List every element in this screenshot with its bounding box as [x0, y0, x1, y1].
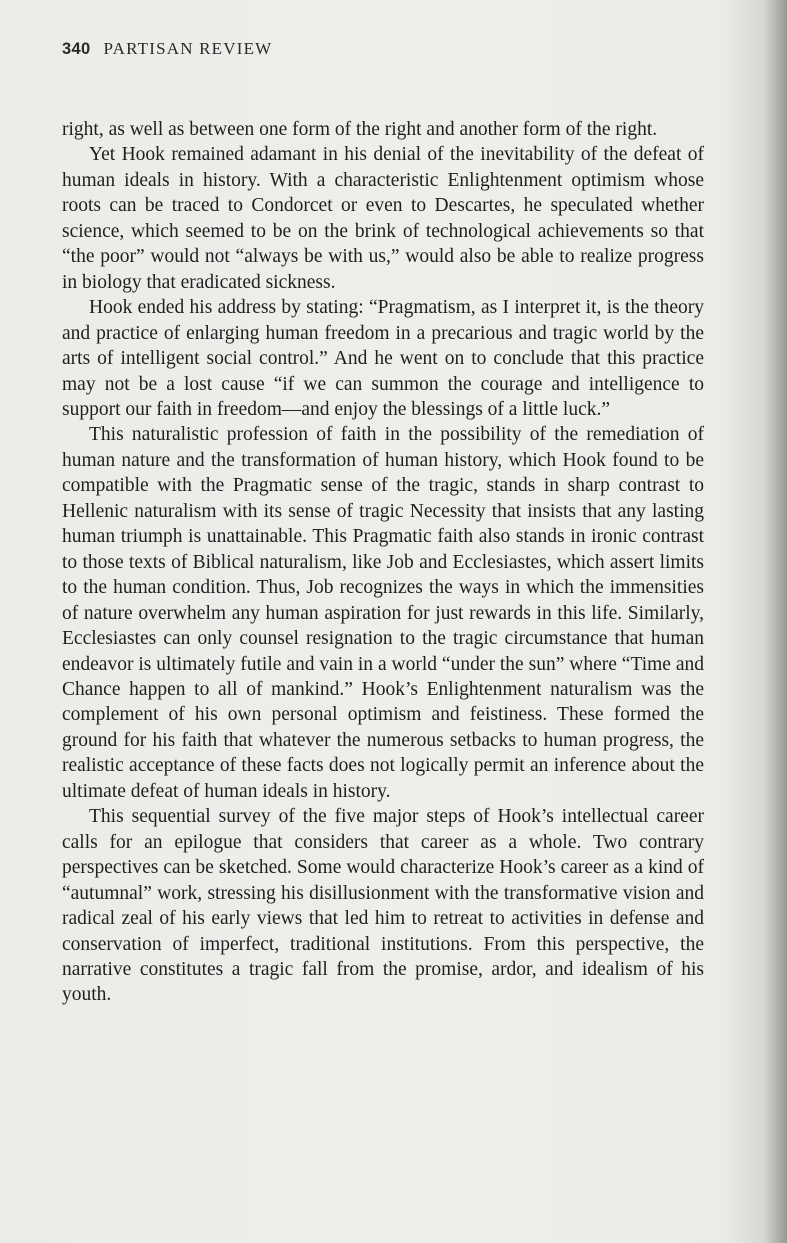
paragraph-hook-address: Hook ended his address by stating: “Pragmatism, as I interpret it, is the theory and practice of enlarging human freedom in a precarious and tragic world by the arts of intelligent social control.” And he went on to conclude that this practice may not be a lost cause “if we can summon the courage and intelligence to support our faith in freedom—and enjoy the blessings of a little luck.”	[62, 297, 704, 420]
paragraph-hook-adamant: Yet Hook remained adamant in his denial of the inevitability of the defeat of human ideals in history. With a characteristic Enlightenment optimism whose roots can be traced to Condorcet or even to Descartes, he speculated whether science, which seemed to be on the brink of technological achievements so that “the poor” would not “always be with us,” would also be able to realize progress in biology that eradicated sickness.	[62, 144, 704, 293]
paragraph-continuation: right, as well as between one form of the right and another form of the right.	[62, 119, 658, 140]
paragraph-naturalistic-faith: This naturalistic profession of faith in the possibility of the remediation of human nature and the transformation of human history, which Hook found to be compatible with the Pragmatic sense of the tragic, stands in sharp contrast to Hellenic naturalism with its sense of tragic Necessity that insists that any lasting human triumph is unattainable. This Pragmatic faith also stands in ironic contrast to those texts of Biblical naturalism, like Job and Ecclesiastes, which assert limits to the human condition. Thus, Job recognizes the ways in which the immensities of nature overwhelm any human aspiration for just rewards in this life. Similarly, Ecclesiastes can only counsel resignation to the tragic circumstance that human endeavor is ultimately futile and vain in a world “under the sun” where “Time and Chance happen to all of mankind.” Hook’s Enlightenment naturalism was the complement of his own personal optimism and feistiness. These formed the ground for his faith that whatever the numerous setbacks to human progress, the realistic acceptance of these facts does not logically permit an inference about the ultimate defeat of human ideals in history.	[62, 424, 704, 802]
paragraph-epilogue: This sequential survey of the five major steps of Hook’s intellectual career calls for an epilogue that considers that career as a whole. Two contrary perspectives can be sketched. Some would characterize Hook’s career as a kind of “autumnal” work, stressing his disillusionment with the transformative vision and radical zeal of his early views that led him to retreat to activities in defense and conservation of imperfect, traditional institutions. From this perspective, the narrative constitutes a tragic fall from the promise, ardor, and idealism of his youth.	[62, 806, 704, 1006]
running-head	[62, 38, 272, 59]
body-text	[62, 117, 704, 1008]
journal-title: PARTISAN REVIEW	[103, 39, 273, 58]
page-number: 340	[62, 40, 91, 58]
